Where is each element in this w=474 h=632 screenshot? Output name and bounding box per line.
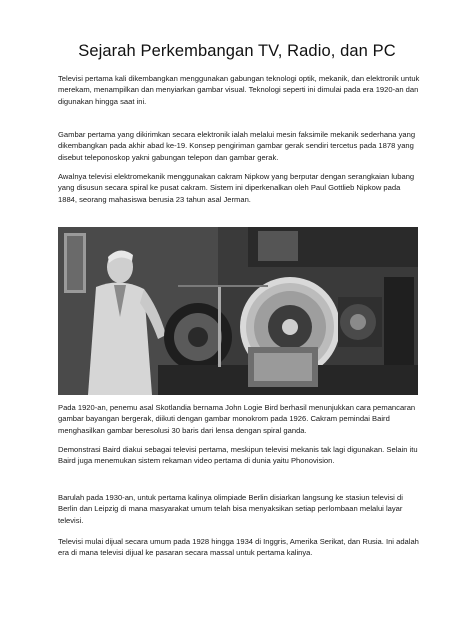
page-title: Sejarah Perkembangan TV, Radio, dan PC <box>78 42 396 60</box>
photo-illustration <box>58 227 418 395</box>
paragraph-7: Televisi mulai dijual secara umum pada 1928 hingga 1934 di Inggris, Amerika Serikat, dan Rusia. Ini adalah era di mana televisi dijual ke pasaran secara massal untuk pertama kalinya. <box>58 537 419 558</box>
paragraph-1: Televisi pertama kali dikembangkan menggunakan gabungan teknologi optik, mekanik, dan elektronik untuk merekam, menampilkan dan menyiarkan gambar visual. Teknologi seperti ini dimulai pada era 1920-an dan digunakan hingga saat ini. <box>58 74 420 106</box>
paragraph-3: Awalnya televisi elektromekanik menggunakan cakram Nipkow yang berputar dengan serangkaian lubang yang disusun secara spiral ke pusat cakram. Sistem ini diperkenalkan oleh Paul Gottlieb Nipkow pada 1884, seorang mahasiswa berusia 23 tahun asal Jerman. <box>58 172 415 204</box>
historical-photo-baird-television <box>58 227 418 395</box>
paragraph-5: Demonstrasi Baird diakui sebagai televisi pertama, meskipun televisi mekanis tak lagi digunakan. Selain itu Baird juga menemukan sistem rekaman video pertama di dunia yaitu Phonovision. <box>58 445 418 466</box>
paragraph-4: Pada 1920-an, penemu asal Skotlandia bernama John Logie Bird berhasil menunjukkan cara pemancaran gambar bayangan bergerak, diikuti dengan gambar monokrom pada 1926. Cakram pemindai Baird menghasilkan gambar beresolusi 30 baris dari lensa dengan spiral ganda. <box>58 403 416 435</box>
paragraph-6: Barulah pada 1930-an, untuk pertama kalinya olimpiade Berlin disiarkan langsung ke stasiun televisi di Berlin dan Leipzig di mana masyarakat umum telah bisa menyaksikan setiap perlombaan melalui layar televisi. <box>58 493 403 525</box>
paragraph-2: Gambar pertama yang dikirimkan secara elektronik ialah melalui mesin faksimile mekanik sederhana yang dikembangkan pada akhir abad ke-19. Konsep pengiriman gambar gerak sendiri tercetus pada 1878 yang disebut teleponoskop yakni gabungan telepon dan gambar gerak. <box>58 130 416 162</box>
